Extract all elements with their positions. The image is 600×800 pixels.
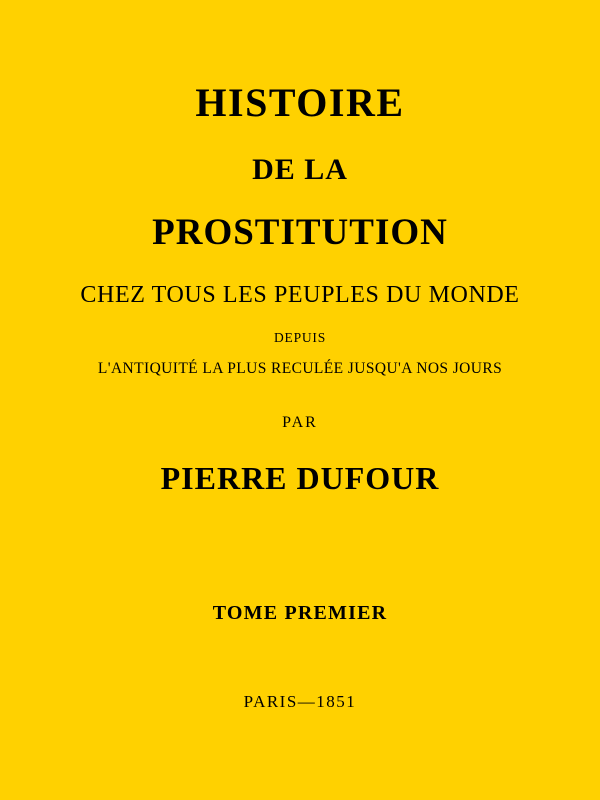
volume-label: TOME PREMIER	[212, 602, 388, 624]
subtitle-period: L'ANTIQUITÉ LA PLUS RECULÉE JUSQU'A NOS JOURS	[97, 359, 503, 377]
imprint-place-year: PARIS—1851	[243, 692, 357, 711]
author-name: PIERRE DUFOUR	[160, 460, 440, 496]
title-block	[0, 82, 600, 377]
author-block	[0, 414, 600, 497]
page-subtitle: CHEZ TOUS LES PEUPLES DU MONDE	[80, 282, 520, 309]
page-title-line-3: PROSTITUTION	[152, 211, 448, 253]
imprint-block	[0, 692, 600, 712]
page-title-line-1: HISTOIRE	[195, 80, 405, 125]
author-by-label: PAR	[282, 414, 318, 431]
volume-block	[0, 602, 600, 625]
subtitle-depuis-label: DEPUIS	[273, 329, 327, 345]
page-title-line-2: DE LA	[252, 153, 348, 186]
